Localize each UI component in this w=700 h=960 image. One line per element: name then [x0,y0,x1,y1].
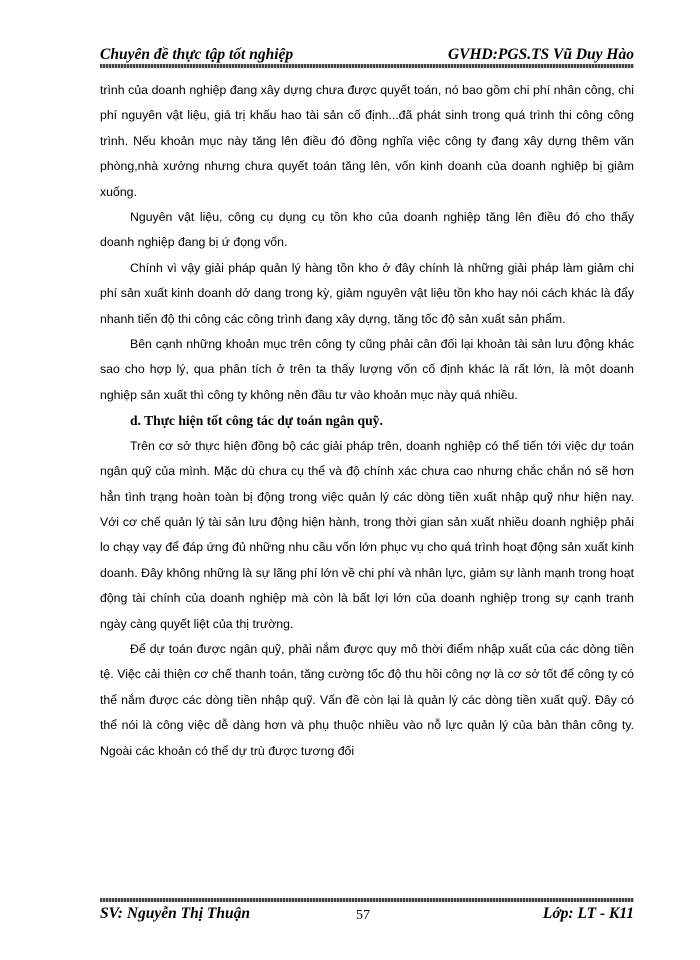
header-title: Chuyên đề thực tập tốt nghiệp [100,46,294,63]
page-footer [100,902,634,926]
page-body [100,78,634,764]
page-header [100,40,634,64]
footer-class: Lớp: LT - K11 [542,905,634,922]
section-heading-cash-budget: d. Thực hiện tốt công tác dự toán ngân quỹ. [130,413,383,429]
footer-student: SV: Nguyễn Thị Thuận [100,905,251,922]
header-rule [100,64,634,68]
paragraph-inventory-materials: Nguyên vật liệu, công cụ dụng cụ tồn kho của doanh nghiệp tăng lên điều đó cho thấy doanh nghiệp đang bị ứ đọng vốn. [100,210,634,250]
page-number: 57 [356,908,370,923]
paragraph-continuation: trình của doanh nghiệp đang xây dựng chưa được quyết toán, nó bao gồm chi phí nhân công, chi phí nguyên vật liệu, giá trị khấu hao tài sản cố định...đã phát sinh trong quá trình thi công công trình. Nếu khoản mục này tăng lên điều đó đồng nghĩa việc công ty đang xây dựng thêm văn phòng,nhà xưởng nhưng chưa quyết toán tăng lên, vốn kinh doanh của doanh nghiệp bị giảm xuống. [100,83,634,199]
paragraph-current-assets: Bên cạnh những khoản mục trên công ty cũng phải cân đối lại khoản tài sản lưu động khác sao cho hợp lý, qua phân tích ở trên ta thấy lượng vốn cố định khác là rất lớn, là một doanh nghiệp sản xuất thì công ty không nên đầu tư vào khoản mục này quá nhiều. [100,337,634,402]
header-supervisor: GVHD:PGS.TS Vũ Duy Hào [447,46,634,63]
paragraph-cash-budget-intro: Trên cơ sở thực hiện đồng bộ các giải pháp trên, doanh nghiệp có thể tiến tới việc dự toán ngân quỹ của mình. Mặc dù chưa cụ thể và độ chính xác chưa cao nhưng chắc chắn nó sẽ hơn hẳn tình trạng hoàn toàn bị động trong việc quản lý các dòng tiền xuất nhập quỹ như hiện nay. Với cơ chế quản lý tài sản lưu động hiện hành, trong thời gian sản xuất nhiều doanh nghiệp phải lo chạy vạy để đáp ứng đủ những nhu cầu vốn lớn phục vụ cho quá trình hoạt động sản xuất kinh doanh. Đây không những là sự lãng phí lớn về chi phí và nhân lực, giảm sự lành mạnh trong hoạt động tài chính của doanh nghiệp mà còn là bất lợi lớn của doanh nghiệp trong sự cạnh tranh ngày càng quyết liệt của thị trường. [100,438,634,631]
paragraph-cash-flows: Để dự toán được ngân quỹ, phải nắm được quy mô thời điểm nhập xuất của các dòng tiền tệ. Việc cải thiện cơ chế thanh toán, tăng cường tốc độ thu hồi công nợ là cơ sở tốt để công ty có thể nắm được các dòng tiền nhập quỹ. Vấn đề còn lại là quản lý các dòng tiền xuất quỹ. Đây có thể nói là công việc dễ dàng hơn và phụ thuộc nhiều vào nỗ lực quản lý của bản thân công ty. Ngoài các khoản có thể dự trù được tương đối [100,641,634,758]
paragraph-inventory-solution: Chính vì vậy giải pháp quản lý hàng tồn kho ở đây chính là những giải pháp làm giảm chi phí sản xuất kinh doanh dở dang trong kỳ, giảm nguyên vật liệu tồn kho hay nói cách khác là đẩy nhanh tiến độ thi công các công trình đang xây dựng, tăng tốc độ sản xuất sản phẩm. [100,260,634,326]
